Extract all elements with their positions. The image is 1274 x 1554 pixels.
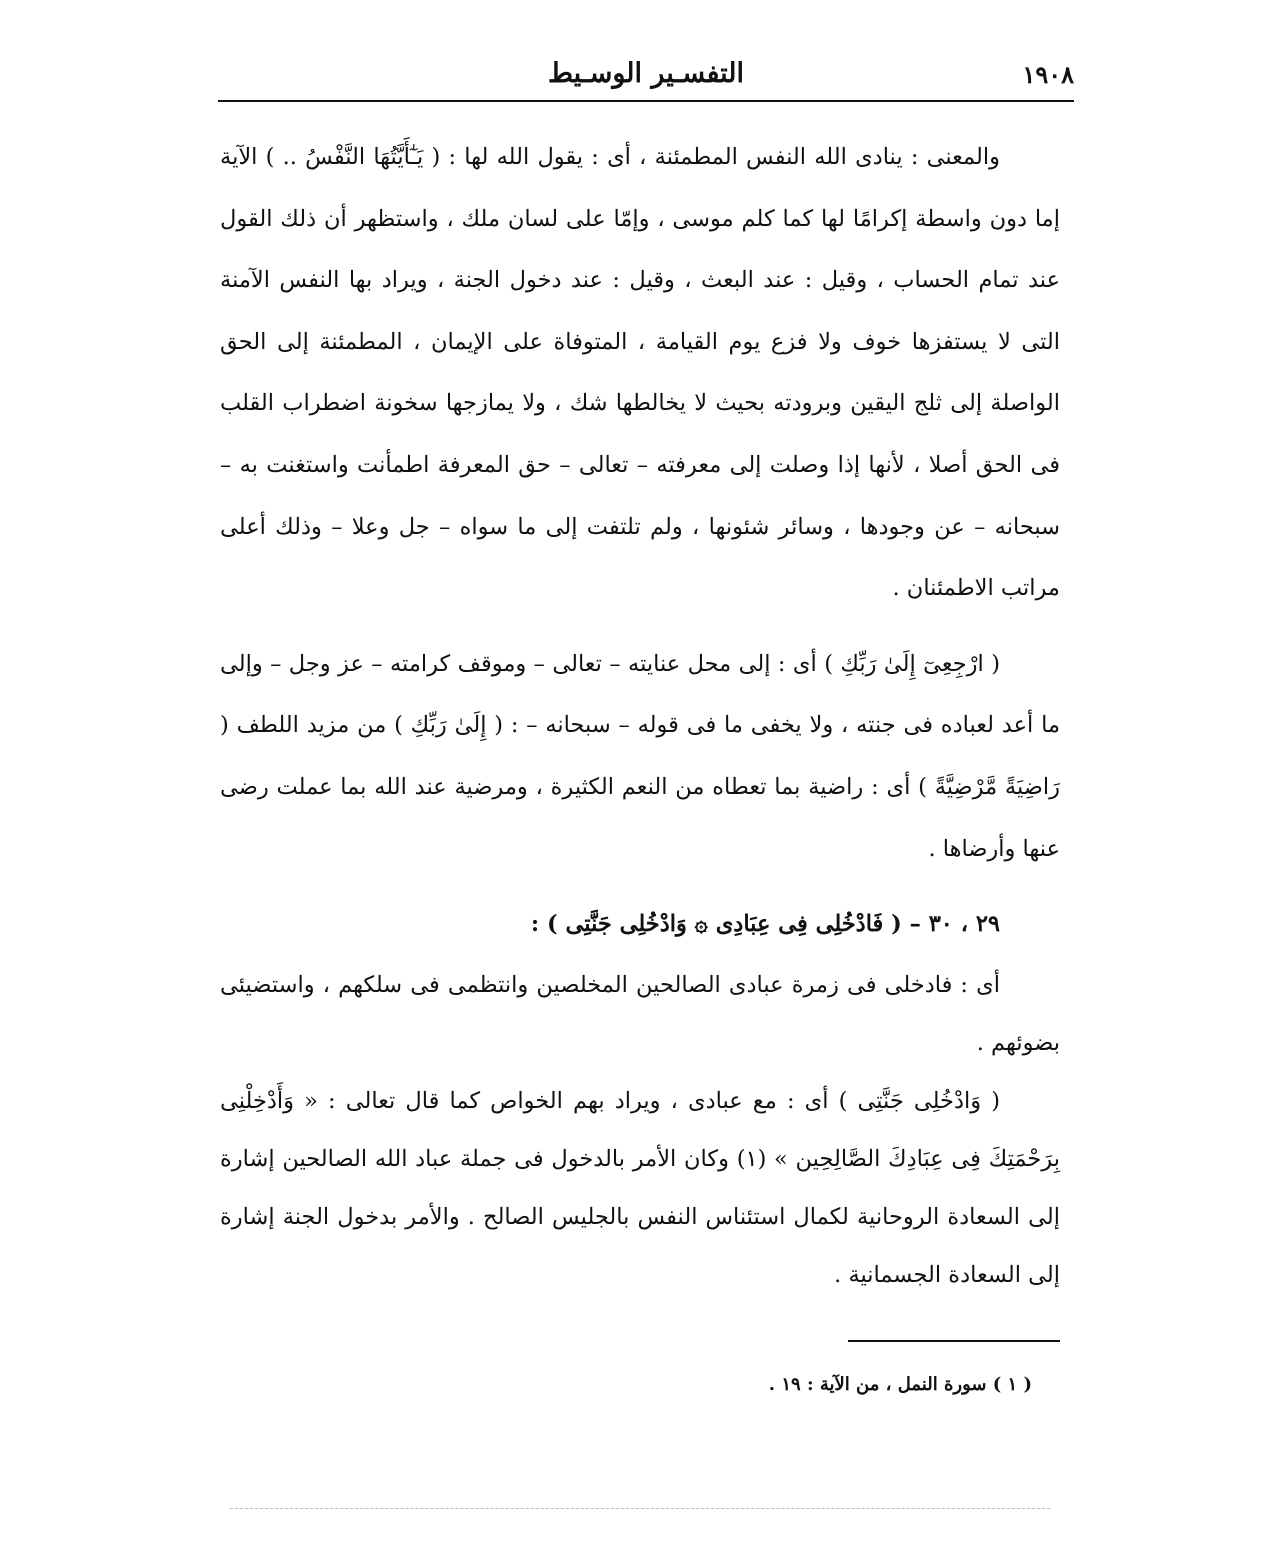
running-title: التفسـير الوسـيط bbox=[548, 58, 744, 89]
paragraph-enter-paradise: ( وَادْخُلِى جَنَّتِى ) أى : مع عبادى ، ويراد بهم الخواص كما قال تعالى : « وَأَدْخِلْنِى بِرَحْمَتِكَ فِى عِبَادِكَ الصَّالِحِين » (١) وكان الأمر بالدخول فى جملة عباد الله الصالحين إشارة إلى السعادة الروحانية لكمال استئناس النفس بالجليس الصالح . والأمر بدخول الجنة إشارة إلى السعادة الجسمانية . bbox=[220, 1087, 1060, 1288]
scan-edge-line bbox=[230, 1508, 1050, 1509]
page-body bbox=[220, 127, 1060, 1304]
paragraph-meaning: والمعنى : ينادى الله النفس المطمئنة ، أى : يقول الله لها : ( يَـٰٓأَيَّتُهَا النَّفْسُ .. ) الآية إما دون واسطة إكرامًا لها كما كلم موسى ، وإمّا على لسان ملك ، واستظهر أن ذلك القول عند تمام الحساب ، وقيل : عند البعث ، وقيل : عند دخول الجنة ، ويراد بها النفس الآمنة التى لا يستفزها خوف ولا فزع يوم القيامة ، المتوفاة على الإيمان ، المطمئنة إلى الحق الواصلة إلى ثلج اليقين وبرودته بحيث لا يخالطها شك ، ولا يمازجها سخونة اضطراب القلب فى الحق أصلا ، لأنها إذا وصلت إلى معرفته – تعالى – حق المعرفة اطمأنت واستغنت به – سبحانه – عن وجودها ، وسائر شئونها ، ولم تلتفت إلى ما سواه – جل وعلا – وذلك أعلى مراتب الاطمئنان . bbox=[220, 144, 1060, 602]
footnote: ( ١ ) سورة النمل ، من الآية : ١٩ . bbox=[768, 1374, 1032, 1395]
page-header bbox=[218, 58, 1074, 98]
page-number: ١٩٠٨ bbox=[1022, 60, 1074, 89]
header-rule bbox=[218, 100, 1074, 102]
paragraph-return-to-lord: ( ارْجِعِىٓ إِلَىٰ رَبِّكِ ) أى : إلى محل عنايته – تعالى – وموقف كرامته – عز وجل – وإلى ما أعد لعباده فى جنته ، ولا يخفى ما فى قوله – سبحانه – : ( إِلَىٰ رَبِّكِ ) من مزيد اللطف ( رَاضِيَةً مَّرْضِيَّةً ) أى : راضية بما تعطاه من النعم الكثيرة ، ومرضية عند الله بما عملت رضى عنها وأرضاها . bbox=[220, 650, 1060, 862]
footnote-rule bbox=[848, 1340, 1060, 1342]
verse-heading: ٢٩ ، ٣٠ – ( فَادْخُلِى فِى عِبَادِى ۞ وَادْخُلِى جَنَّتِى ) : bbox=[530, 911, 1000, 938]
paragraph-enter-among-servants: أى : فادخلى فى زمرة عبادى الصالحين المخلصين وانتظمى فى سلكهم ، واستضيئى بضوئهم . bbox=[220, 971, 1060, 1056]
